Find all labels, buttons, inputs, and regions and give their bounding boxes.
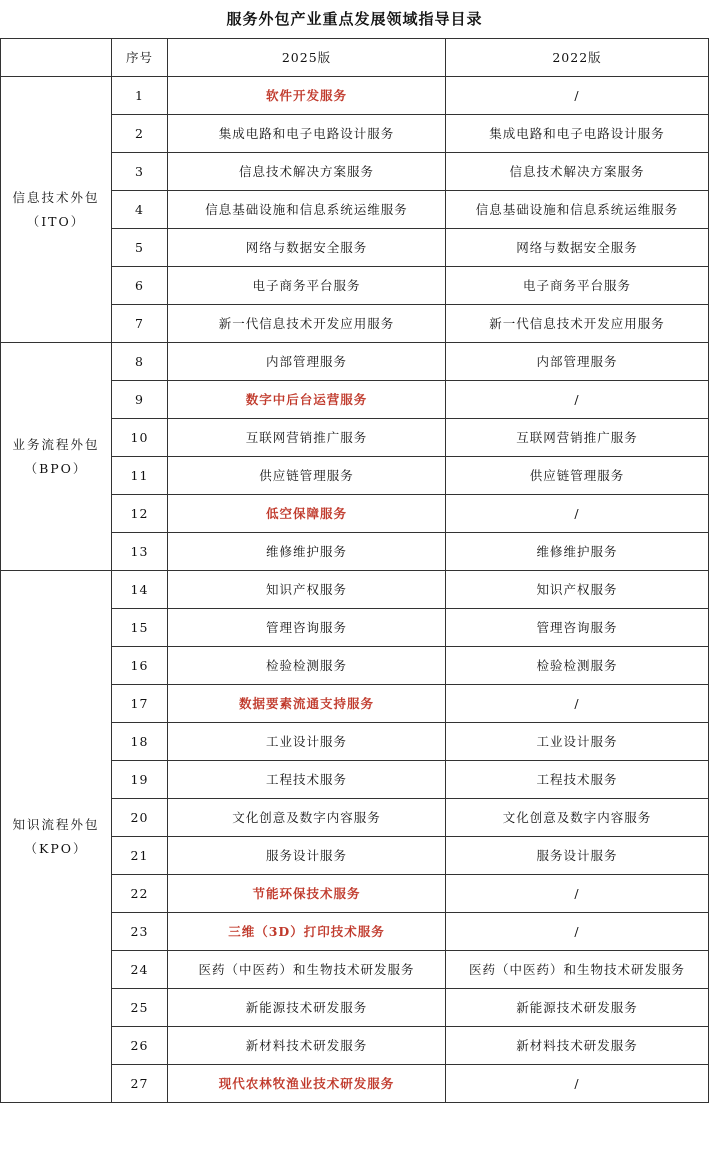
row-number: 2: [112, 115, 168, 153]
category-name: 信息技术外包: [12, 189, 100, 205]
item-2022: 医药（中医药）和生物技术研发服务: [446, 951, 709, 989]
item-2025: 低空保障服务: [168, 495, 446, 533]
item-2022: 文化创意及数字内容服务: [446, 799, 709, 837]
row-number: 17: [112, 685, 168, 723]
row-number: 23: [112, 913, 168, 951]
item-2025: 信息技术解决方案服务: [168, 153, 446, 191]
item-2022: 知识产权服务: [446, 571, 709, 609]
row-number: 13: [112, 533, 168, 571]
item-2025: 节能环保技术服务: [168, 875, 446, 913]
row-number: 5: [112, 229, 168, 267]
item-2025: 新一代信息技术开发应用服务: [168, 305, 446, 343]
category-name: 业务流程外包: [12, 436, 100, 452]
item-2022: 工业设计服务: [446, 723, 709, 761]
item-2022: /: [446, 1065, 709, 1103]
row-number: 3: [112, 153, 168, 191]
row-number: 10: [112, 419, 168, 457]
row-number: 4: [112, 191, 168, 229]
item-2025: 工业设计服务: [168, 723, 446, 761]
item-2022: 服务设计服务: [446, 837, 709, 875]
item-2022: 供应链管理服务: [446, 457, 709, 495]
row-number: 18: [112, 723, 168, 761]
item-2025: 数据要素流通支持服务: [168, 685, 446, 723]
item-2022: /: [446, 685, 709, 723]
table-row: [1, 571, 709, 609]
row-number: 19: [112, 761, 168, 799]
item-2025: 信息基础设施和信息系统运维服务: [168, 191, 446, 229]
header-row: [1, 39, 709, 77]
item-2022: 新能源技术研发服务: [446, 989, 709, 1027]
category-cell: [1, 343, 112, 571]
item-2025: 医药（中医药）和生物技术研发服务: [168, 951, 446, 989]
category-cell: [1, 77, 112, 343]
item-2022: 集成电路和电子电路设计服务: [446, 115, 709, 153]
header-2022: 2022版: [446, 39, 709, 77]
header-category: [1, 39, 112, 77]
item-2025: 现代农林牧渔业技术研发服务: [168, 1065, 446, 1103]
row-number: 8: [112, 343, 168, 381]
item-2022: 信息技术解决方案服务: [446, 153, 709, 191]
row-number: 11: [112, 457, 168, 495]
item-2025: 服务设计服务: [168, 837, 446, 875]
row-number: 1: [112, 77, 168, 115]
item-2025: 新材料技术研发服务: [168, 1027, 446, 1065]
item-2022: 互联网营销推广服务: [446, 419, 709, 457]
header-no: 序号: [112, 39, 168, 77]
item-2025: 数字中后台运营服务: [168, 381, 446, 419]
item-2022: 信息基础设施和信息系统运维服务: [446, 191, 709, 229]
item-2022: 电子商务平台服务: [446, 267, 709, 305]
item-2022: /: [446, 495, 709, 533]
item-2022: 管理咨询服务: [446, 609, 709, 647]
directory-table: [0, 38, 709, 1103]
row-number: 24: [112, 951, 168, 989]
row-number: 27: [112, 1065, 168, 1103]
row-number: 16: [112, 647, 168, 685]
item-2025: 软件开发服务: [168, 77, 446, 115]
item-2022: 检验检测服务: [446, 647, 709, 685]
item-2022: 新材料技术研发服务: [446, 1027, 709, 1065]
item-2025: 维修维护服务: [168, 533, 446, 571]
item-2025: 工程技术服务: [168, 761, 446, 799]
page-title: 服务外包产业重点发展领域指导目录: [226, 10, 483, 28]
category-abbr: （BPO）: [24, 460, 88, 476]
row-number: 7: [112, 305, 168, 343]
table-row: [1, 343, 709, 381]
item-2025: 知识产权服务: [168, 571, 446, 609]
row-number: 15: [112, 609, 168, 647]
category-abbr: （ITO）: [26, 213, 86, 229]
item-2025: 新能源技术研发服务: [168, 989, 446, 1027]
table-row: [1, 77, 709, 115]
item-2022: /: [446, 913, 709, 951]
row-number: 20: [112, 799, 168, 837]
item-2025: 内部管理服务: [168, 343, 446, 381]
row-number: 6: [112, 267, 168, 305]
item-2022: 内部管理服务: [446, 343, 709, 381]
row-number: 9: [112, 381, 168, 419]
item-2022: /: [446, 875, 709, 913]
item-2022: 新一代信息技术开发应用服务: [446, 305, 709, 343]
category-name: 知识流程外包: [12, 816, 100, 832]
row-number: 21: [112, 837, 168, 875]
item-2025: 网络与数据安全服务: [168, 229, 446, 267]
item-2025: 集成电路和电子电路设计服务: [168, 115, 446, 153]
item-2025: 互联网营销推广服务: [168, 419, 446, 457]
item-2025: 供应链管理服务: [168, 457, 446, 495]
item-2025: 检验检测服务: [168, 647, 446, 685]
header-2025: 2025版: [168, 39, 446, 77]
item-2025: 管理咨询服务: [168, 609, 446, 647]
item-2022: /: [446, 77, 709, 115]
row-number: 26: [112, 1027, 168, 1065]
row-number: 22: [112, 875, 168, 913]
row-number: 14: [112, 571, 168, 609]
item-2025: 三维（3D）打印技术服务: [168, 913, 446, 951]
row-number: 25: [112, 989, 168, 1027]
item-2025: 电子商务平台服务: [168, 267, 446, 305]
item-2022: 工程技术服务: [446, 761, 709, 799]
item-2025: 文化创意及数字内容服务: [168, 799, 446, 837]
item-2022: /: [446, 381, 709, 419]
row-number: 12: [112, 495, 168, 533]
item-2022: 维修维护服务: [446, 533, 709, 571]
item-2022: 网络与数据安全服务: [446, 229, 709, 267]
category-cell: [1, 571, 112, 1103]
category-abbr: （KPO）: [24, 840, 88, 856]
